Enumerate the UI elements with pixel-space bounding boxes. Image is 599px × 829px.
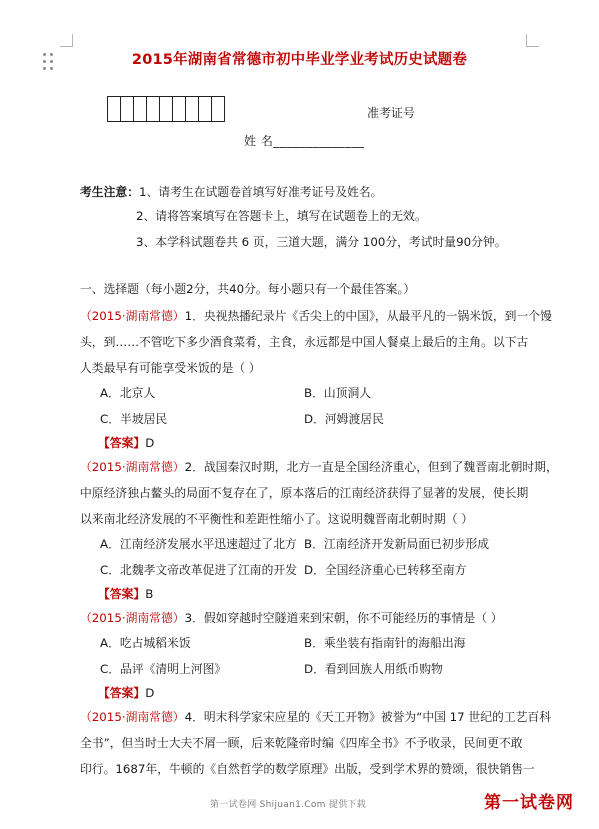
question-text: 4．明末科学家宋应星的《天工开物》被誉为“中国 17 世纪的工艺百科 [184,710,552,724]
question-source: （2015·湖南常德） [80,309,185,323]
option-d: D．看到回族人用纸币购物 [304,662,443,676]
question-text: 全书”，但当时士大夫不屑一顾，后来乾隆帝时编《四库全书》不予收录，民间更不敢 [80,736,523,750]
question-text: 1．央视热播纪录片《舌尖上的中国》，从最平凡的一锅米饭，到一个馒 [184,309,552,323]
answer-label: 【答案】 [98,587,146,601]
section-heading: 一、选择题（每小题2分，共40分。每小题只有一个最佳答案。） [80,282,416,296]
ticket-number-label: 准考证号 [367,106,416,120]
notice-heading: 考生注意： [80,185,139,199]
notice-item: 3、本学科试题卷共 6 页，三道大题，满分 100分，考试时量90分钟。 [136,235,507,249]
ticket-box[interactable] [159,96,173,122]
ticket-box[interactable] [172,96,186,122]
answer-line [98,684,154,701]
answer-value: D [145,686,155,700]
question-source: （2015·湖南常德） [80,710,185,724]
notice-item: 2、请将答案填写在答题卡上，填写在试题卷上的无效。 [136,209,427,223]
exam-title: 2015年湖南省常德市初中毕业学业考试历史试题卷 [131,52,468,68]
option-b: B．江南经济开发新局面已初步形成 [304,537,490,551]
brand-watermark: 第一试卷网 [484,793,574,813]
option-d: D．河姆渡居民 [304,412,384,426]
answer-line [98,585,153,602]
option-c: C．北魏孝文帝改革促进了江南的开发 [100,563,297,577]
question-4 [80,708,551,725]
ticket-box[interactable] [185,96,199,122]
margin-corner-top-right [526,34,539,47]
ticket-box[interactable] [120,96,134,122]
question-source: （2015·湖南常德） [80,611,185,625]
notice-line-1 [80,183,382,200]
answer-label: 【答案】 [98,436,146,450]
answer-line [98,434,154,451]
option-c: C．半坡居民 [100,412,168,426]
ticket-box[interactable] [107,96,121,122]
margin-corner-top-left [60,34,73,47]
question-text: 头，到……不管吃下多少酒食菜肴，主食，永远都是中国人餐桌上最后的主角。以下古 [80,335,529,349]
question-source: （2015·湖南常德） [80,460,185,474]
answer-value: D [145,436,155,450]
option-a: A．江南经济发展水平迅速超过了北方 [100,537,297,551]
answer-value: B [145,587,154,601]
ticket-number-boxes[interactable] [108,96,225,122]
question-1 [80,307,552,324]
question-text: 3．假如穿越时空隧道来到宋朝，你不可能经历的事情是（ ） [184,611,503,625]
notice-item: 1、请考生在试题卷首填写好准考证号及姓名。 [139,185,383,199]
ticket-box[interactable] [211,96,225,122]
option-d: D．全国经济重心已转移至南方 [304,563,467,577]
question-3 [80,609,503,626]
page-footer: 第一试卷网 Shijuan1.Com 提供下载 [210,800,367,810]
name-field-label: 姓 名______________ [244,134,365,148]
question-text: 人类最早有可能享受米饭的是（ ） [80,361,261,375]
option-b: B．山顶洞人 [304,386,372,400]
ticket-box[interactable] [133,96,147,122]
ticket-box[interactable] [198,96,212,122]
question-text: 印行。1687年，牛顿的《自然哲学的数学原理》出版，受到学术界的赞颂，很快销售一 [80,762,535,776]
option-b: B．乘坐装有指南针的海船出海 [304,636,466,650]
question-text: 以来南北经济发展的不平衡性和差距性缩小了。这说明魏晋南北朝时期（ ） [80,512,474,526]
option-a: A．吃占城稻米饭 [100,636,191,650]
ticket-box[interactable] [146,96,160,122]
answer-label: 【答案】 [98,686,146,700]
question-2 [80,458,558,475]
option-a: A．北京人 [100,386,156,400]
option-c: C．品评《清明上河图》 [100,662,227,676]
question-text: 2．战国秦汉时期，北方一直是全国经济重心，但到了魏晋南北朝时期， [184,460,558,474]
question-text: 中原经济独占鳌头的局面不复存在了，原本落后的江南经济获得了显著的发展，使长期 [80,486,529,500]
